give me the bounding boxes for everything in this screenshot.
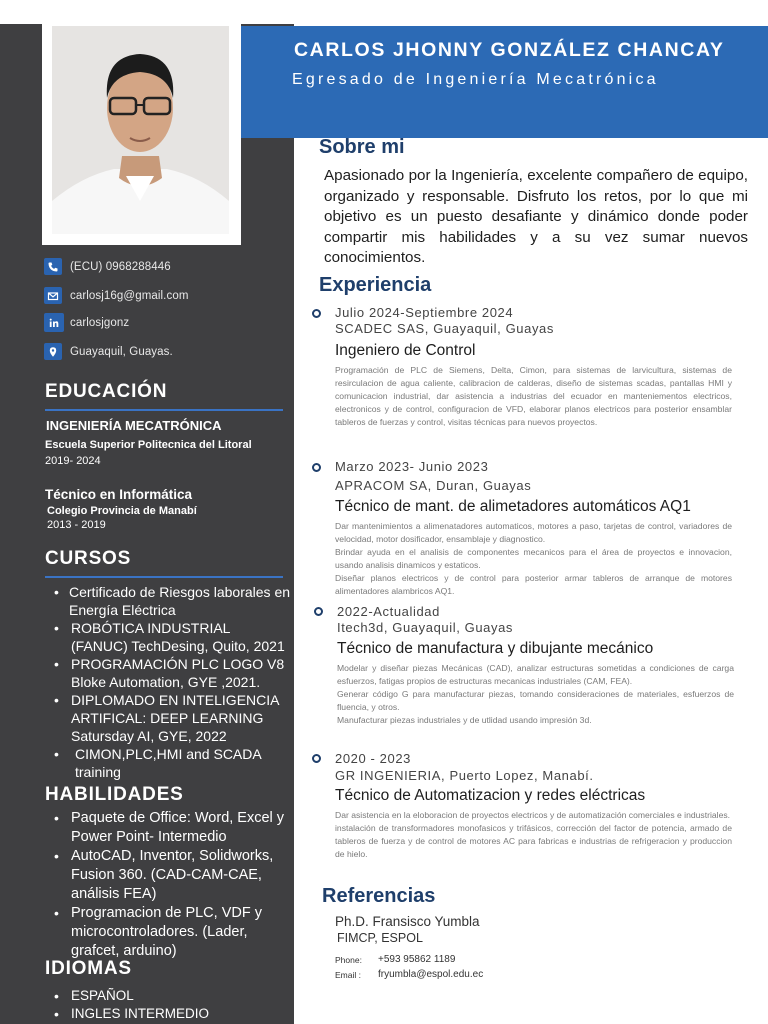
language-item: • ESPAÑOL xyxy=(52,987,302,1005)
education-heading: EDUCACIÓN xyxy=(45,381,168,402)
contact-phone[interactable] xyxy=(44,258,171,275)
education-item-years: 2013 - 2019 xyxy=(47,519,106,531)
education-item-school: Colegio Provincia de Manabí xyxy=(47,505,197,517)
skills-list xyxy=(52,809,292,961)
linkedin-icon xyxy=(44,313,64,332)
reference-organization: FIMCP, ESPOL xyxy=(337,931,423,945)
timeline-dot xyxy=(312,463,321,472)
timeline-dot xyxy=(312,309,321,318)
course-item: • Certificado de Riesgos laborales en Energía Eléctrica xyxy=(52,583,290,619)
timeline-dot xyxy=(312,754,321,763)
reference-phone-label: Phone: xyxy=(335,955,362,965)
candidate-name: CARLOS JHONNY GONZÁLEZ CHANCAY xyxy=(294,39,725,61)
job-company: SCADEC SAS, Guayaquil, Guayas xyxy=(335,321,554,336)
job-role: Técnico de Automatizacion y redes eléctricas xyxy=(335,787,646,804)
about-heading: Sobre mi xyxy=(319,136,405,158)
experience-heading: Experiencia xyxy=(319,274,432,296)
job-description: Programación de PLC de Siemens, Delta, Cimon, para sistemas de larvicultura, sistemas de resirculacion de agua caliente, calibracion de calderas, diseño de sistemas scadas, pantallas HMI y comunicacion industrial, dar asistencia a industrias del ecuador en manteniementos electricos, electronicos y de control, configuracion de VFD, elaborar planos electricos para posterior ensamblar tableros de fuerzas y control, visitas técnicas para nuevos proyectos. xyxy=(335,365,732,427)
job-date: Marzo 2023- Junio 2023 xyxy=(335,459,489,474)
contact-linkedin[interactable] xyxy=(44,313,129,332)
profile-photo xyxy=(52,26,229,234)
course-item: • PROGRAMACIÓN PLC LOGO V8 Bloke Automation, GYE ,2021. xyxy=(52,655,290,691)
education-divider xyxy=(45,409,283,411)
location-icon xyxy=(44,343,62,360)
course-item: • DIPLOMADO EN INTELIGENCIA ARTIFICAL: DEEP LEARNING Satursday AI, GYE, 2022 xyxy=(52,691,290,745)
job-description: Dar mantenimientos a alimenatadores automaticos, motores a paso, tarjetas de control, variadores de velocidad, motor dosificador, ensamblaje y diagnostico. Brindar ayuda en el analisis de componentes mecanicos para el área de proyectos e innovacion, usando analisis dinamicos y estaticos. Diseñar planos electricos y de control para posterior armar tableros de arranque de motores alimentadores alambricos AQ1. xyxy=(335,521,732,596)
about-text: Apasionado por la Ingeniería, excelente compañero de equipo, organizado y responsable. Disfruto los retos, por lo que mi objetivo es un puesto desafiante y dinámico donde poder compartir mis habilidades y a su vez sumar nuevos conocimientos. xyxy=(324,167,748,266)
contact-location xyxy=(44,343,173,360)
course-item: • CIMON,PLC,HMI and SCADA training xyxy=(52,745,290,781)
profile-photo-frame xyxy=(42,20,241,245)
job-date: 2022-Actualidad xyxy=(337,604,440,619)
timeline-dot xyxy=(314,607,323,616)
course-item: • ROBÓTICA INDUSTRIAL (FANUC) TechDesing, Quito, 2021 xyxy=(52,619,290,655)
job-role: Técnico de mant. de alimetadores automáticos AQ1 xyxy=(335,498,691,515)
skills-heading: HABILIDADES xyxy=(45,784,184,805)
job-company: GR INGENIERIA, Puerto Lopez, Manabí. xyxy=(335,768,594,783)
job-date: Julio 2024-Septiembre 2024 xyxy=(335,305,514,320)
references-heading: Referencias xyxy=(322,885,436,907)
phone-text: (ECU) 0968288446 xyxy=(70,260,171,273)
location-text: Guayaquil, Guayas. xyxy=(70,345,173,358)
job-company: Itech3d, Guayaquil, Guayas xyxy=(337,620,514,635)
linkedin-text: carlosjgonz xyxy=(70,316,130,329)
courses-list xyxy=(52,583,290,781)
reference-email[interactable]: fryumbla@espol.edu.ec xyxy=(378,969,484,980)
email-icon xyxy=(44,287,62,304)
reference-email-label: Email : xyxy=(335,970,361,980)
email-text: carlosj16g@gmail.com xyxy=(70,289,189,302)
skill-item: • Paquete de Office: Word, Excel y Power Point- Intermedio xyxy=(52,809,292,847)
languages-list xyxy=(52,987,302,1023)
education-item-years: 2019- 2024 xyxy=(45,455,101,467)
job-description: Dar asistencia en la eloboracion de proyectos electricos y de automatización comerciales e industriales. instalación de transformadores monofasicos y trifásicos, corrección del factor de potencia, armado de tableros de fuerza y de control de motores AC para fabricas e industrias de refrigeracion y produccion de hielo. xyxy=(335,810,732,859)
job-role: Ingeniero de Control xyxy=(335,342,476,359)
job-description: Modelar y diseñar piezas Mecánicas (CAD), analizar estructuras sometidas a condiciones de carga esfuerzos, fatigas propios de estructuras mecanicas industriales (CAM, FEA). Generar código G para manufacturar piezas, tomando consideraciones de materiales, esfuerzos de fluencia, y otros. Manufacturar piezas industriales y de utlidad usando impresión 3d. xyxy=(337,663,734,725)
languages-heading: IDIOMAS xyxy=(45,958,132,979)
education-item-title: Técnico en Informática xyxy=(45,487,193,502)
skill-item: • Programacion de PLC, VDF y microcontroladores. (Lader, grafcet, arduino) xyxy=(52,904,292,961)
language-item: • INGLES INTERMEDIO xyxy=(52,1005,302,1023)
candidate-title: Egresado de Ingeniería Mecatrónica xyxy=(292,71,659,88)
education-item-title: INGENIERÍA MECATRÓNICA xyxy=(46,418,222,433)
job-date: 2020 - 2023 xyxy=(335,751,411,766)
contact-email[interactable] xyxy=(44,287,189,304)
job-company: APRACOM SA, Duran, Guayas xyxy=(335,478,532,493)
phone-icon xyxy=(44,258,62,275)
reference-phone[interactable]: +593 95862 1189 xyxy=(378,954,456,965)
education-item-school: Escuela Superior Politecnica del Litoral xyxy=(45,439,252,451)
job-role: Técnico de manufactura y dibujante mecánico xyxy=(337,640,654,657)
reference-name: Ph.D. Fransisco Yumbla xyxy=(335,914,480,929)
courses-heading: CURSOS xyxy=(45,548,132,569)
courses-divider xyxy=(45,576,283,578)
skill-item: • AutoCAD, Inventor, Solidworks, Fusion 360. (CAD-CAM-CAE, análisis FEA) xyxy=(52,847,292,904)
